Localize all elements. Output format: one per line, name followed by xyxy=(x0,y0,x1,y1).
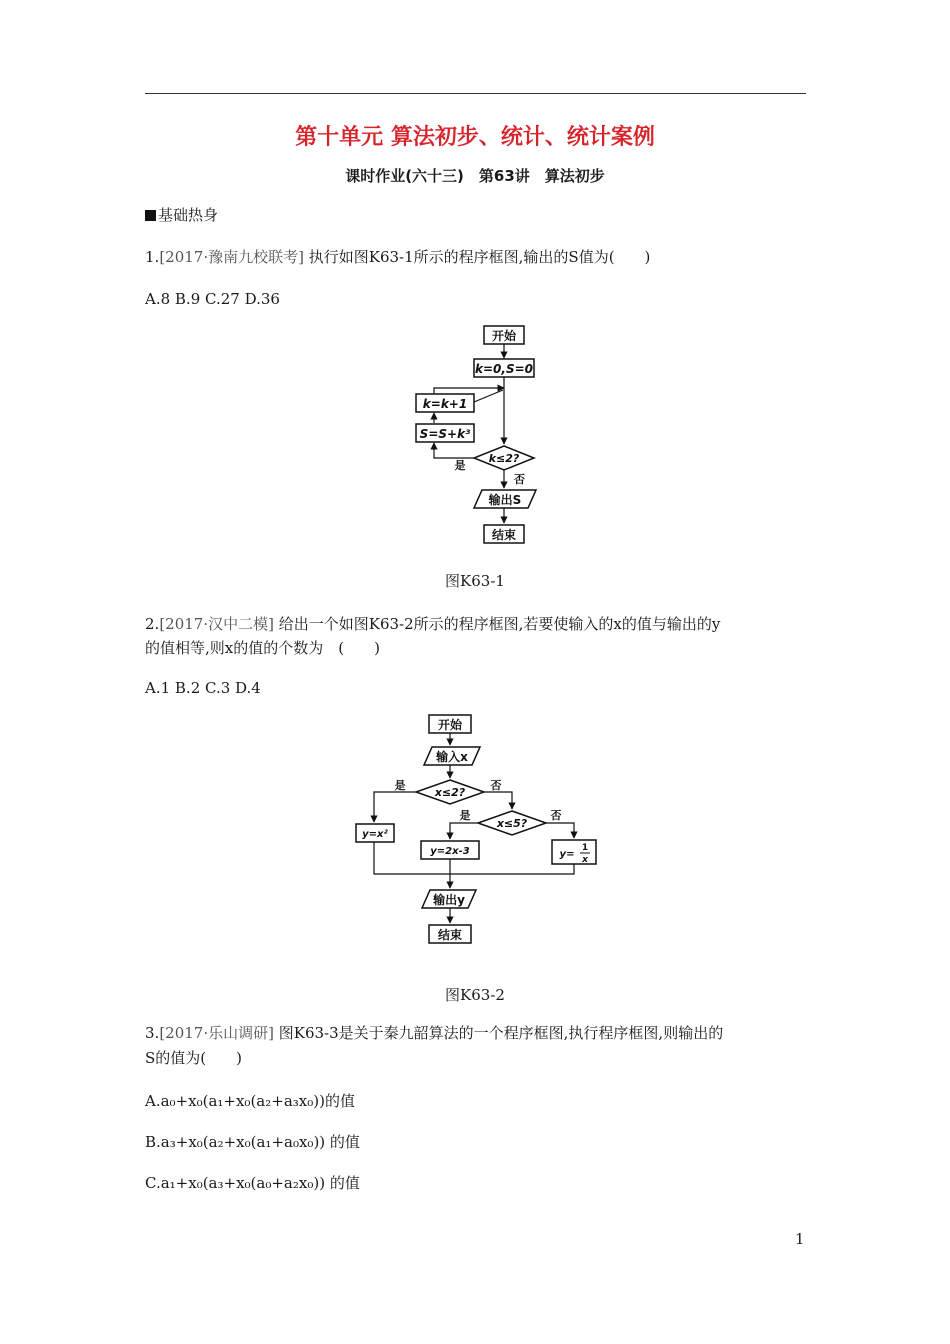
fc1-start-label: 开始 xyxy=(491,329,517,343)
fc2-branch3-den: x xyxy=(582,855,588,865)
fc1-yes-line xyxy=(434,443,474,458)
question-1-options: A.8 B.9 C.27 D.36 xyxy=(145,290,280,308)
fc2-branch3-lhs: y= xyxy=(559,849,575,860)
figure-caption-2: 图K63-2 xyxy=(445,986,505,1004)
fc1-init-label: k=0,S=0 xyxy=(475,362,533,376)
flowchart-k63-2 xyxy=(348,710,608,950)
fc1-cond-label: k≤2? xyxy=(488,452,520,465)
question-3-option-c: C.a₁+x₀(a₃+x₀(a₀+a₂x₀)) 的值 xyxy=(145,1174,360,1192)
fc1-yes-label: 是 xyxy=(454,459,466,472)
question-number: 3. xyxy=(145,1024,160,1042)
fc2-no1-label: 否 xyxy=(490,779,502,792)
lesson-subtitle: 课时作业(六十三) 第63讲 算法初步 xyxy=(345,167,605,185)
fc2-yes2-line xyxy=(450,823,478,839)
header-rule xyxy=(145,93,806,94)
question-3 xyxy=(145,1021,723,1045)
question-1 xyxy=(145,245,650,269)
fc2-yes1-label: 是 xyxy=(394,779,406,792)
fc1-no-label: 否 xyxy=(514,473,525,486)
question-source: [2017·汉中二模] xyxy=(159,615,274,633)
page-number: 1 xyxy=(795,1230,805,1248)
fc2-input-label: 输入x xyxy=(436,750,468,764)
question-text-line1: 给出一个如图K63-2所示的程序框图,若要使输入的x的值与输出的y xyxy=(278,615,721,633)
fc2-cond2-label: x≤5? xyxy=(496,817,528,830)
figure-caption-1: 图K63-1 xyxy=(445,572,505,590)
fc2-yes2-label: 是 xyxy=(459,809,471,822)
fc1-loop-line xyxy=(434,388,504,394)
question-number: 1. xyxy=(145,248,160,266)
fc2-end-label: 结束 xyxy=(437,928,463,942)
question-number: 2. xyxy=(145,615,160,633)
fc2-branch2-label: y=2x-3 xyxy=(430,846,470,857)
fc2-start-label: 开始 xyxy=(437,718,463,732)
question-3-line2: S的值为( ) xyxy=(145,1049,242,1067)
fc1-accum-label: S=S+k³ xyxy=(419,427,471,441)
fc1-incr-label: k=k+1 xyxy=(422,397,468,411)
fc2-no2-line xyxy=(546,823,574,838)
question-2-options: A.1 B.2 C.3 D.4 xyxy=(145,679,261,697)
question-source: [2017·乐山调研] xyxy=(159,1024,274,1042)
fc2-output-label: 输出y xyxy=(433,893,465,907)
question-text-line1: 图K63-3是关于秦九韶算法的一个程序框图,执行程序框图,则输出的 xyxy=(278,1024,724,1042)
section-label: 基础热身 xyxy=(158,206,219,224)
question-2-line2: 的值相等,则x的值的个数为 ( ) xyxy=(145,639,380,657)
question-source: [2017·豫南九校联考] xyxy=(159,248,304,266)
fc2-yes1-line xyxy=(374,792,416,822)
flowchart-k63-1 xyxy=(400,322,560,552)
fc1-end-label: 结束 xyxy=(491,528,517,542)
fc2-no2-label: 否 xyxy=(550,809,562,822)
unit-title: 第十单元 算法初步、统计、统计案例 xyxy=(295,125,655,150)
question-3-option-b: B.a₃+x₀(a₂+x₀(a₁+a₀x₀)) 的值 xyxy=(145,1133,360,1151)
fc1-output-label: 输出S xyxy=(488,493,522,507)
fc2-no1-line xyxy=(484,792,512,809)
question-text: 执行如图K63-1所示的程序框图,输出的S值为( ) xyxy=(308,248,651,266)
fc2-merge-line xyxy=(450,864,574,874)
section-square-icon xyxy=(145,210,156,221)
fc1-loop-line xyxy=(474,390,503,402)
question-3-option-a: A.a₀+x₀(a₁+x₀(a₂+a₃x₀))的值 xyxy=(145,1092,355,1110)
question-2 xyxy=(145,612,720,636)
fc2-branch3-num: 1 xyxy=(581,843,589,853)
fc2-branch1-label: y=x² xyxy=(362,829,388,840)
section-heading xyxy=(145,204,218,225)
fc2-cond1-label: x≤2? xyxy=(434,786,466,799)
